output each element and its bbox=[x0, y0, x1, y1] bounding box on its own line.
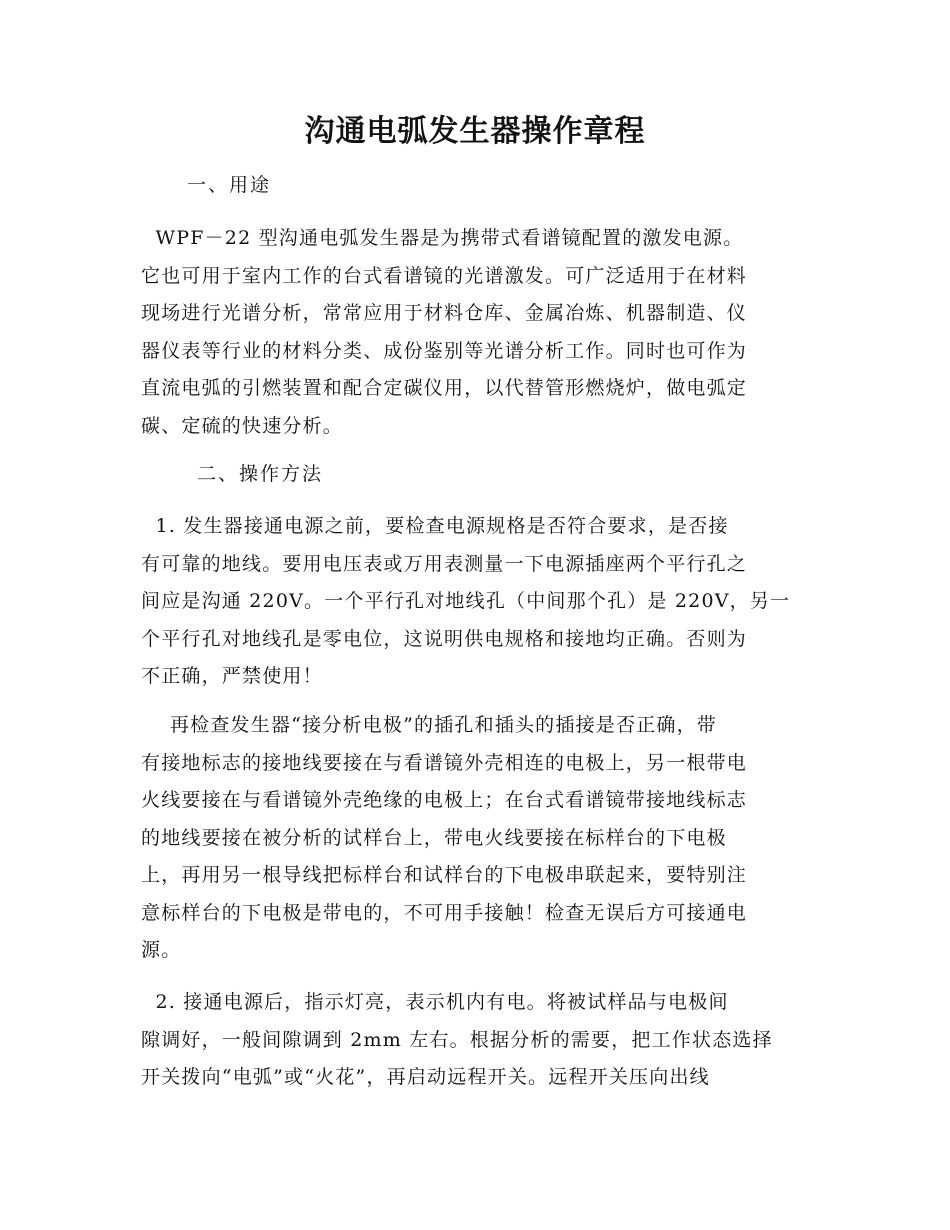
text-line: 碳、定硫的快速分析。 bbox=[141, 414, 344, 437]
text-line: 开关拨向“电弧”或“火花”，再启动远程开关。远程开关压向出线 bbox=[141, 1066, 710, 1088]
text-line: 器仪表等行业的材料分类、成份鉴别等光谱分析工作。同时也可作为 bbox=[141, 339, 748, 362]
text-line: 有可靠的地线。要用电压表或万用表测量一下电源插座两个平行孔之 bbox=[141, 552, 748, 575]
text-line: 火线要接在与看谱镜外壳绝缘的电极上；在台式看谱镜带接地线标志 bbox=[141, 789, 748, 811]
text-line: 有接地标志的接地线要接在与看谱镜外壳相连的电极上，另一根带电 bbox=[141, 751, 748, 774]
text-line: 的地线要接在被分析的试样台上，带电火线要接在标样台的下电极 bbox=[141, 826, 727, 849]
text-line: 直流电弧的引燃装置和配合定碳仪用，以代替管形燃烧炉，做电弧定 bbox=[141, 377, 748, 399]
paragraph-step-2 bbox=[141, 984, 809, 1097]
paragraph-electrode-check bbox=[141, 707, 809, 970]
text-line: 不正确，严禁使用！ bbox=[141, 665, 323, 687]
text-line: 个平行孔对地线孔是零电位，这说明供电规格和接地均正确。否则为 bbox=[141, 627, 748, 650]
text-line: 现场进行光谱分析，常常应用于材料仓库、金属冶炼、机器制造、仪 bbox=[141, 302, 748, 324]
section-heading-operation: 二、操作方法 bbox=[197, 463, 324, 485]
text-line: 源。 bbox=[141, 939, 182, 961]
section-heading-purpose: 一、用途 bbox=[187, 174, 272, 196]
text-line: 它也可用于室内工作的台式看谱镜的光谱激发。可广泛适用于在材料 bbox=[141, 264, 748, 287]
text-line: WPF－22 型沟通电弧发生器是为携带式看谱镜配置的激发电源。 bbox=[141, 227, 744, 249]
text-line: 再检查发生器“接分析电极”的插孔和插头的插接是否正确，带 bbox=[141, 714, 717, 736]
paragraph-purpose bbox=[141, 220, 809, 445]
paragraph-step-1 bbox=[141, 508, 809, 696]
text-line: 1. 发生器接通电源之前，要检查电源规格是否符合要求，是否接 bbox=[141, 515, 729, 537]
text-line: 间应是沟通 220V。一个平行孔对地线孔（中间那个孔）是 220V，另一 bbox=[141, 590, 791, 612]
text-line: 意标样台的下电极是带电的，不可用手接触！检查无误后方可接通电 bbox=[141, 901, 748, 924]
text-line: 上，再用另一根导线把标样台和试样台的下电极串联起来，要特别注 bbox=[141, 864, 748, 886]
text-line: 隙调好，一般间隙调到 2mm 左右。根据分析的需要，把工作状态选择 bbox=[141, 1028, 773, 1051]
text-line: 2. 接通电源后，指示灯亮，表示机内有电。将被试样品与电极间 bbox=[141, 991, 729, 1013]
document-title: 沟通电弧发生器操作章程 bbox=[304, 114, 646, 149]
